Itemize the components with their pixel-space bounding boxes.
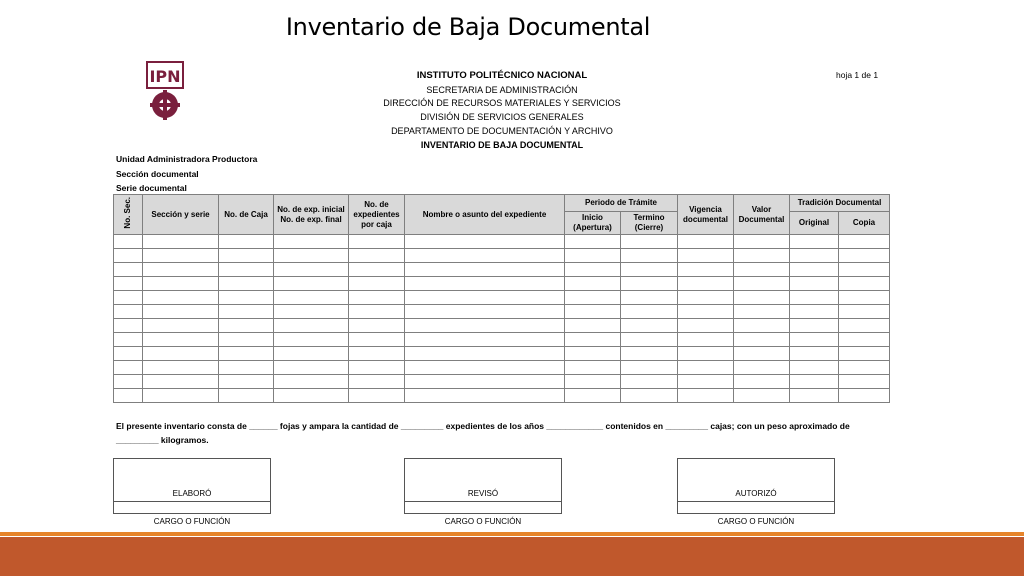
table-row xyxy=(114,291,890,305)
table-row xyxy=(114,361,890,375)
table-cell[interactable] xyxy=(114,361,143,375)
table-cell[interactable] xyxy=(114,305,143,319)
table-cell[interactable] xyxy=(678,235,734,249)
header-line: DEPARTAMENTO DE DOCUMENTACIÓN Y ARCHIVO xyxy=(391,126,613,136)
table-cell[interactable] xyxy=(621,235,678,249)
table-cell[interactable] xyxy=(734,375,790,389)
table-cell[interactable] xyxy=(790,291,839,305)
footer-bar xyxy=(0,537,1024,576)
institution-name: INSTITUTO POLITÉCNICO NACIONAL xyxy=(416,70,588,81)
table-cell[interactable] xyxy=(405,389,565,403)
table-cell[interactable] xyxy=(274,333,349,347)
table-row xyxy=(114,305,890,319)
header-line: SECRETARIA DE ADMINISTRACIÓN xyxy=(426,85,578,95)
col-validity: Vigencia documental xyxy=(678,195,734,235)
table-cell[interactable] xyxy=(114,333,143,347)
signature-role: AUTORIZÓ xyxy=(735,489,777,498)
table-cell[interactable] xyxy=(734,305,790,319)
table-row xyxy=(114,333,890,347)
page-counter: hoja 1 de 1 xyxy=(836,70,879,80)
table-cell[interactable] xyxy=(565,263,621,277)
signature-caption: CARGO O FUNCIÓN xyxy=(444,517,522,526)
table-cell[interactable] xyxy=(678,249,734,263)
signature-line xyxy=(678,501,834,502)
table-cell[interactable] xyxy=(143,263,219,277)
table-cell[interactable] xyxy=(565,249,621,263)
table-cell[interactable] xyxy=(274,305,349,319)
table-cell[interactable] xyxy=(219,389,274,403)
table-cell[interactable] xyxy=(143,291,219,305)
meta-unit: Unidad Administradora Productora xyxy=(116,154,258,164)
table-body xyxy=(114,235,890,403)
table-cell[interactable] xyxy=(678,263,734,277)
table-cell[interactable] xyxy=(678,305,734,319)
table-cell[interactable] xyxy=(734,249,790,263)
table-cell[interactable] xyxy=(790,361,839,375)
col-original: Original xyxy=(790,212,839,235)
table-cell[interactable] xyxy=(621,389,678,403)
table-cell[interactable] xyxy=(621,333,678,347)
table-cell[interactable] xyxy=(734,347,790,361)
table-cell[interactable] xyxy=(405,347,565,361)
table-cell[interactable] xyxy=(114,291,143,305)
col-exp-initial: No. de exp. inicial xyxy=(277,204,345,214)
table-cell[interactable] xyxy=(274,263,349,277)
header-line: DIVISIÓN DE SERVICIOS GENERALES xyxy=(420,112,584,122)
col-section-series: Sección y serie xyxy=(143,195,219,235)
col-exp-range xyxy=(274,195,349,235)
table-cell[interactable] xyxy=(790,333,839,347)
col-period: Periodo de Trámite xyxy=(565,195,678,212)
table-cell[interactable] xyxy=(405,235,565,249)
table-cell[interactable] xyxy=(405,263,565,277)
table-cell[interactable] xyxy=(565,333,621,347)
table-cell[interactable] xyxy=(274,375,349,389)
table-cell[interactable] xyxy=(839,291,890,305)
table-row xyxy=(114,319,890,333)
table-cell[interactable] xyxy=(790,249,839,263)
table-cell[interactable] xyxy=(839,347,890,361)
table-cell[interactable] xyxy=(734,319,790,333)
table-cell[interactable] xyxy=(114,347,143,361)
table-cell[interactable] xyxy=(405,375,565,389)
table-cell[interactable] xyxy=(219,249,274,263)
table-cell[interactable] xyxy=(405,249,565,263)
col-copy: Copia xyxy=(839,212,890,235)
table-cell[interactable] xyxy=(839,305,890,319)
table-cell[interactable] xyxy=(790,375,839,389)
table-cell[interactable] xyxy=(405,305,565,319)
table-cell[interactable] xyxy=(349,319,405,333)
table-cell[interactable] xyxy=(114,277,143,291)
table-cell[interactable] xyxy=(274,277,349,291)
table-cell[interactable] xyxy=(405,291,565,305)
signature-box-reviso[interactable] xyxy=(404,458,562,514)
table-cell[interactable] xyxy=(274,291,349,305)
table-cell[interactable] xyxy=(405,361,565,375)
inventory-statement: El presente inventario consta de ______ fojas y ampara la cantidad de _________ expedientes de los años ____________ contenidos en _________ cajas; con un peso aproximado de _________ kilogramos. xyxy=(116,421,850,445)
table-row xyxy=(114,375,890,389)
meta-series: Serie documental xyxy=(116,183,187,193)
meta-section: Sección documental xyxy=(116,169,199,179)
table-cell[interactable] xyxy=(114,249,143,263)
table-cell[interactable] xyxy=(565,361,621,375)
table-cell[interactable] xyxy=(219,361,274,375)
table-cell[interactable] xyxy=(839,333,890,347)
table-cell[interactable] xyxy=(405,319,565,333)
slide-title: Inventario de Baja Documental xyxy=(285,13,651,41)
col-exp-count: No. de expedientes por caja xyxy=(349,195,405,235)
table-cell[interactable] xyxy=(349,389,405,403)
table-cell[interactable] xyxy=(405,277,565,291)
table-cell[interactable] xyxy=(114,263,143,277)
table-cell[interactable] xyxy=(678,375,734,389)
signature-box-autorizo[interactable] xyxy=(677,458,835,514)
table-cell[interactable] xyxy=(219,333,274,347)
col-end: Termino (Cierre) xyxy=(621,212,678,235)
table-cell[interactable] xyxy=(565,319,621,333)
table-cell[interactable] xyxy=(143,389,219,403)
table-cell[interactable] xyxy=(349,291,405,305)
table-cell[interactable] xyxy=(678,333,734,347)
table-cell[interactable] xyxy=(565,291,621,305)
table-cell[interactable] xyxy=(621,277,678,291)
table-cell[interactable] xyxy=(678,361,734,375)
signature-line xyxy=(114,501,270,502)
table-cell[interactable] xyxy=(349,361,405,375)
table-cell[interactable] xyxy=(114,235,143,249)
table-cell[interactable] xyxy=(219,305,274,319)
table-cell[interactable] xyxy=(565,347,621,361)
table-cell[interactable] xyxy=(349,347,405,361)
table-cell[interactable] xyxy=(143,333,219,347)
table-cell[interactable] xyxy=(678,291,734,305)
table-cell[interactable] xyxy=(839,361,890,375)
table-cell[interactable] xyxy=(790,389,839,403)
form-name: INVENTARIO DE BAJA DOCUMENTAL xyxy=(420,140,584,150)
table-cell[interactable] xyxy=(790,277,839,291)
ipn-logo-icon xyxy=(143,60,187,122)
table-cell[interactable] xyxy=(349,263,405,277)
table-cell[interactable] xyxy=(114,375,143,389)
table-cell[interactable] xyxy=(734,235,790,249)
table-cell[interactable] xyxy=(219,263,274,277)
signature-role: REVISÓ xyxy=(467,489,499,498)
table-cell[interactable] xyxy=(621,347,678,361)
table-cell[interactable] xyxy=(143,305,219,319)
table-cell[interactable] xyxy=(219,347,274,361)
inventory-table xyxy=(113,194,890,403)
signature-caption: CARGO O FUNCIÓN xyxy=(717,517,795,526)
table-row xyxy=(114,277,890,291)
table-cell[interactable] xyxy=(349,375,405,389)
table-row xyxy=(114,235,890,249)
signature-box-elaboro[interactable] xyxy=(113,458,271,514)
table-cell[interactable] xyxy=(565,375,621,389)
table-cell[interactable] xyxy=(114,319,143,333)
table-cell[interactable] xyxy=(565,235,621,249)
table-cell[interactable] xyxy=(734,277,790,291)
col-value: Valor Documental xyxy=(734,195,790,235)
table-cell[interactable] xyxy=(565,277,621,291)
col-tradition: Tradición Documental xyxy=(790,195,890,212)
table-cell[interactable] xyxy=(219,291,274,305)
table-cell[interactable] xyxy=(349,333,405,347)
table-cell[interactable] xyxy=(621,319,678,333)
table-row xyxy=(114,263,890,277)
table-cell[interactable] xyxy=(678,319,734,333)
table-cell[interactable] xyxy=(143,277,219,291)
table-cell[interactable] xyxy=(621,361,678,375)
table-cell[interactable] xyxy=(734,389,790,403)
table-cell[interactable] xyxy=(621,375,678,389)
table-cell[interactable] xyxy=(839,375,890,389)
table-cell[interactable] xyxy=(621,305,678,319)
table-cell[interactable] xyxy=(274,347,349,361)
table-cell[interactable] xyxy=(678,389,734,403)
table-cell[interactable] xyxy=(839,263,890,277)
table-cell[interactable] xyxy=(565,305,621,319)
col-exp-final: No. de exp. final xyxy=(280,214,342,224)
signature-role: ELABORÓ xyxy=(172,489,212,498)
table-cell[interactable] xyxy=(274,389,349,403)
table-cell[interactable] xyxy=(219,277,274,291)
table-cell[interactable] xyxy=(839,389,890,403)
table-cell[interactable] xyxy=(790,305,839,319)
table-cell[interactable] xyxy=(621,263,678,277)
col-subject: Nombre o asunto del expediente xyxy=(405,195,565,235)
table-cell[interactable] xyxy=(219,319,274,333)
col-no-sec: No. Sec. xyxy=(114,195,143,235)
signature-caption: CARGO O FUNCIÓN xyxy=(153,517,231,526)
table-cell[interactable] xyxy=(143,249,219,263)
table-cell[interactable] xyxy=(621,249,678,263)
table-row xyxy=(114,249,890,263)
table-cell[interactable] xyxy=(405,333,565,347)
table-cell[interactable] xyxy=(565,389,621,403)
table-cell[interactable] xyxy=(219,375,274,389)
table-cell[interactable] xyxy=(790,263,839,277)
table-cell[interactable] xyxy=(790,347,839,361)
table-cell[interactable] xyxy=(349,249,405,263)
table-cell[interactable] xyxy=(839,249,890,263)
table-cell[interactable] xyxy=(734,263,790,277)
table-cell[interactable] xyxy=(678,347,734,361)
table-cell[interactable] xyxy=(621,291,678,305)
table-row xyxy=(114,347,890,361)
table-cell[interactable] xyxy=(678,277,734,291)
header-line: DIRECCIÓN DE RECURSOS MATERIALES Y SERVICIOS xyxy=(383,98,621,108)
table-cell[interactable] xyxy=(349,235,405,249)
col-start: Inicio (Apertura) xyxy=(565,212,621,235)
footer-accent-line xyxy=(0,532,1024,536)
signature-line xyxy=(405,501,561,502)
table-cell[interactable] xyxy=(274,235,349,249)
table-cell[interactable] xyxy=(734,333,790,347)
table-cell[interactable] xyxy=(734,361,790,375)
table-cell[interactable] xyxy=(274,249,349,263)
table-cell[interactable] xyxy=(839,319,890,333)
table-cell[interactable] xyxy=(143,319,219,333)
table-cell[interactable] xyxy=(274,319,349,333)
table-cell[interactable] xyxy=(734,291,790,305)
table-cell[interactable] xyxy=(114,389,143,403)
table-cell[interactable] xyxy=(274,361,349,375)
col-box-no: No. de Caja xyxy=(219,195,274,235)
table-row xyxy=(114,389,890,403)
table-cell[interactable] xyxy=(143,375,219,389)
table-cell[interactable] xyxy=(349,277,405,291)
table-cell[interactable] xyxy=(839,235,890,249)
table-cell[interactable] xyxy=(143,235,219,249)
table-cell[interactable] xyxy=(790,319,839,333)
table-cell[interactable] xyxy=(349,305,405,319)
table-cell[interactable] xyxy=(143,347,219,361)
table-cell[interactable] xyxy=(790,235,839,249)
table-cell[interactable] xyxy=(219,235,274,249)
table-cell[interactable] xyxy=(839,277,890,291)
logo-text: IPN xyxy=(149,67,181,86)
table-cell[interactable] xyxy=(143,361,219,375)
